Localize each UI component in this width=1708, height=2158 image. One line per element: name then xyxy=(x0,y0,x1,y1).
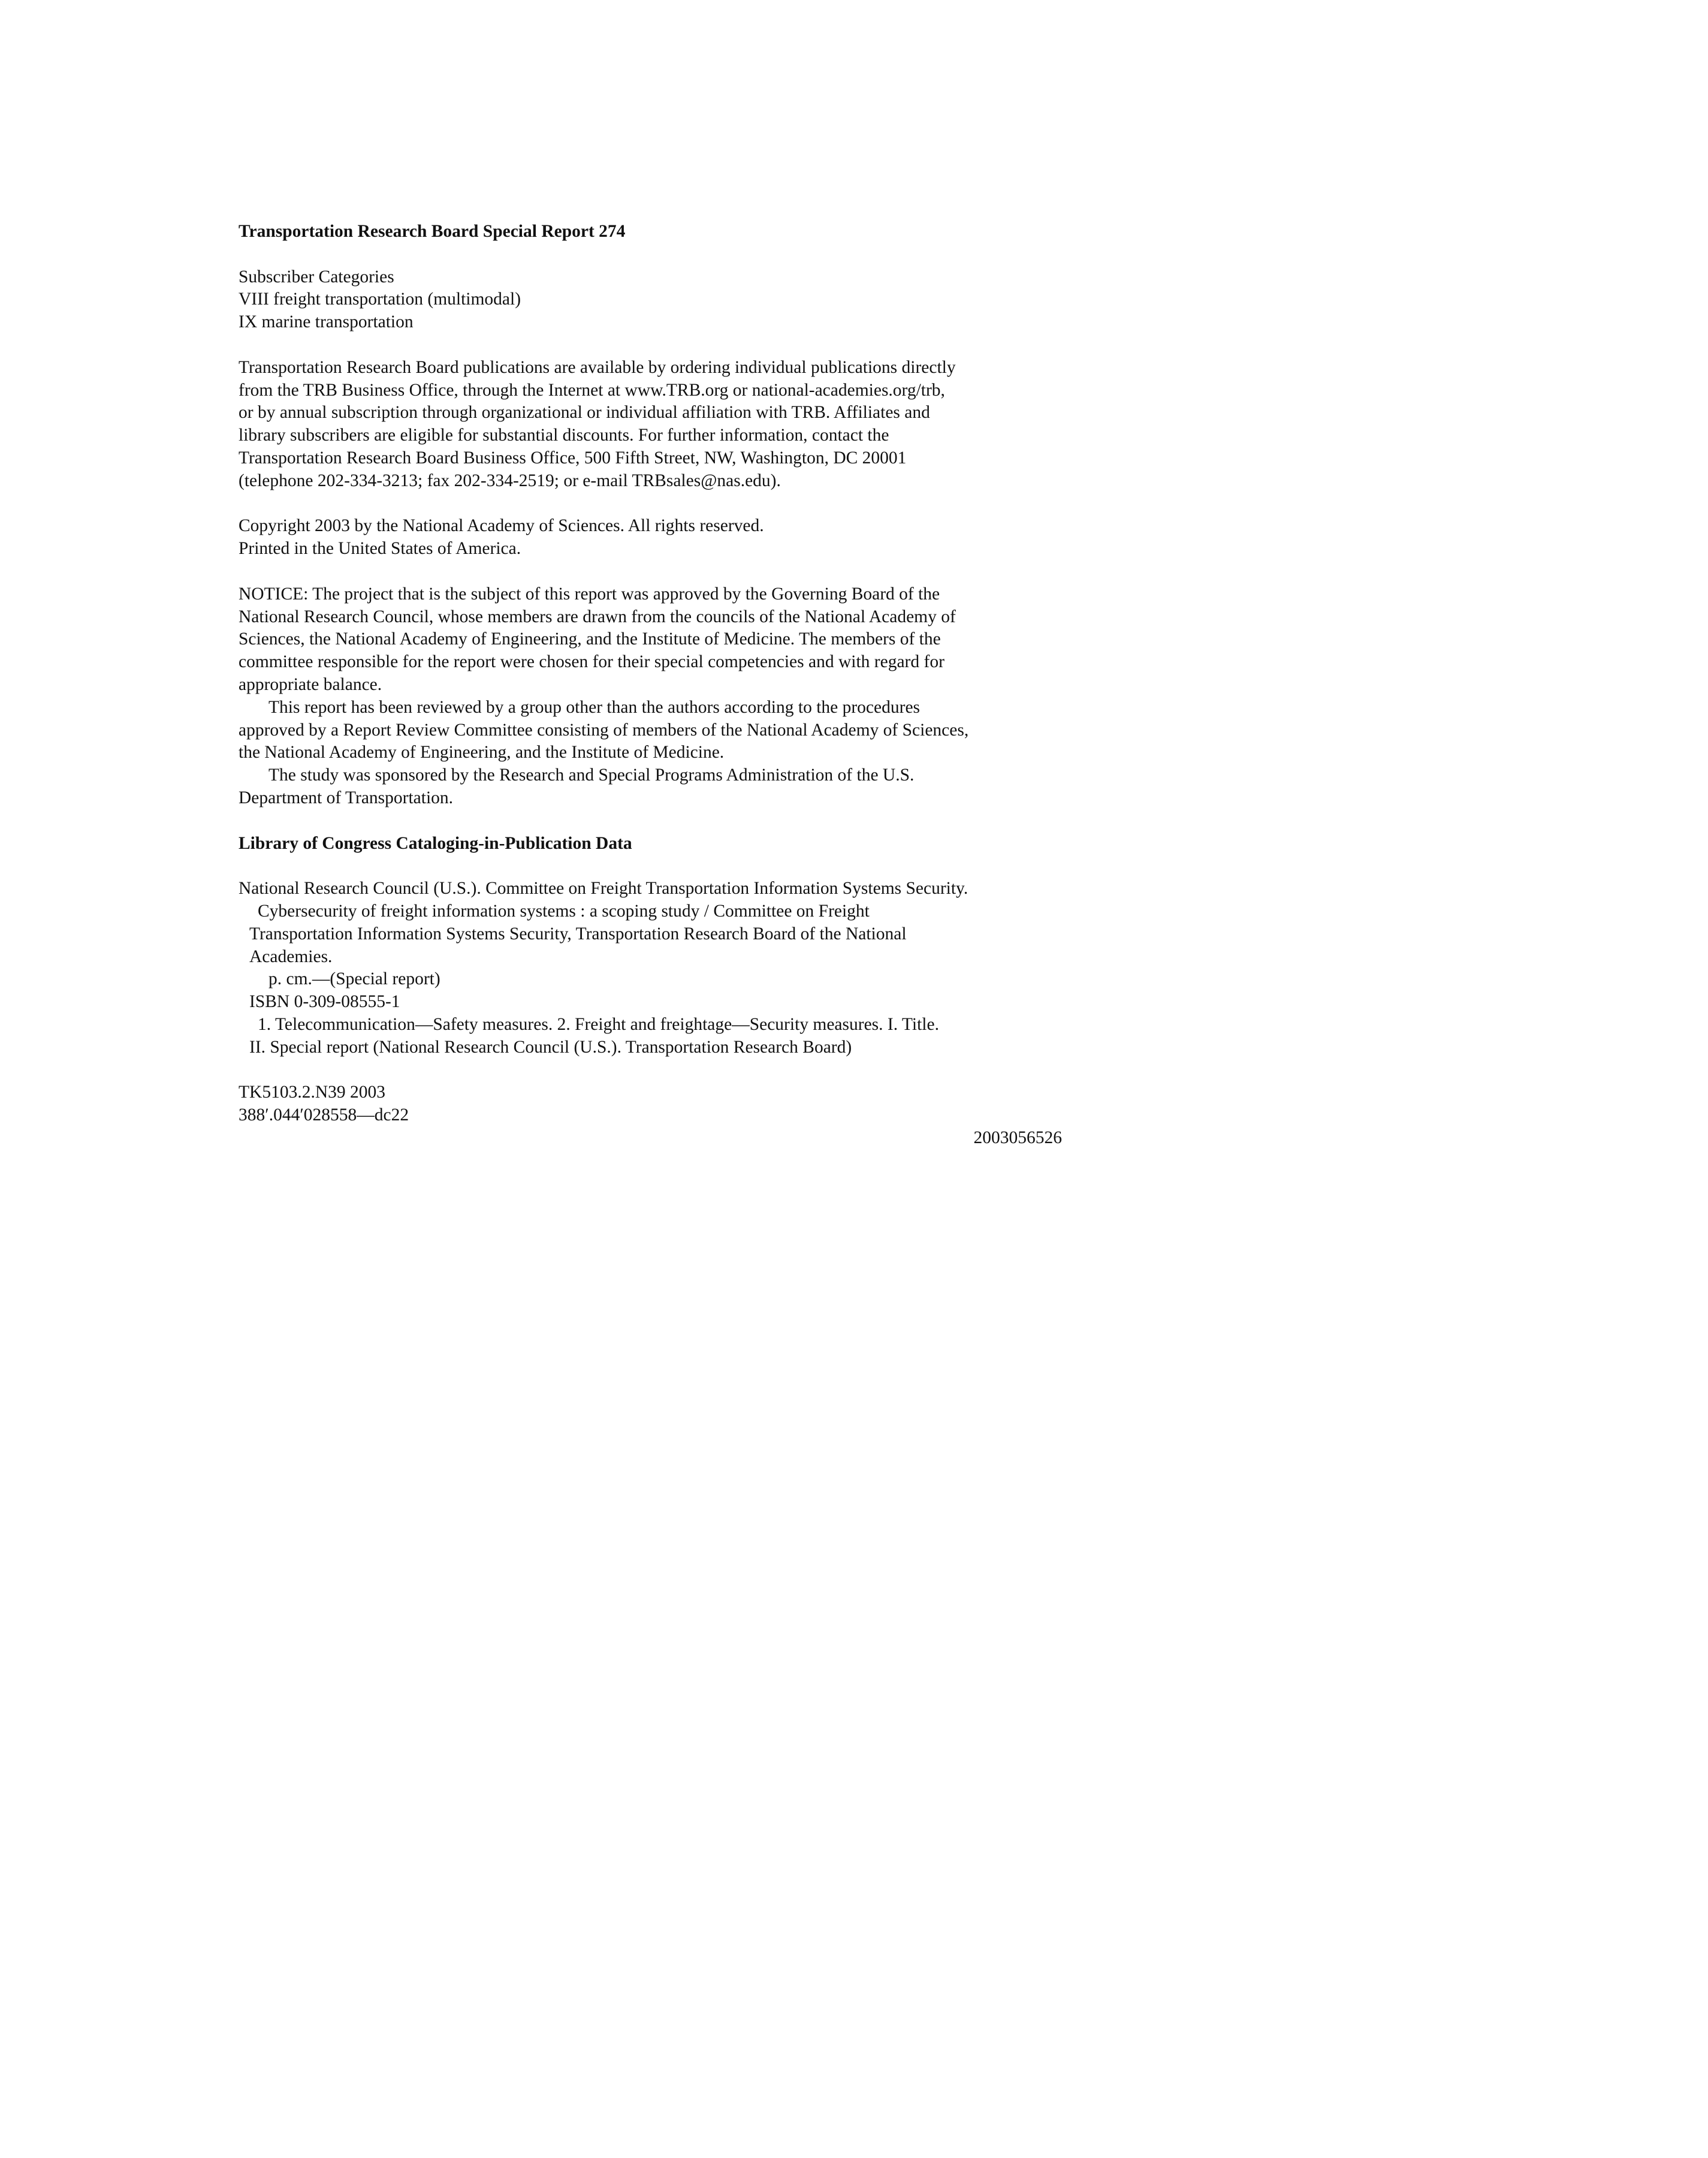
paragraph-line: National Research Council, whose members are drawn from the councils of the National Academy of xyxy=(239,607,956,626)
paragraph-line: Department of Transportation. xyxy=(239,788,454,807)
spacer xyxy=(239,334,1073,357)
paragraph-line: Transportation Research Board Business Office, 500 Fifth Street, NW, Washington, DC 20001 xyxy=(239,448,907,468)
paragraph-line: Sciences, the National Academy of Engineering, and the Institute of Medicine. The members of the xyxy=(239,629,941,649)
cip-subjects: II. Special report (National Research Council (U.S.). Transportation Research Board) xyxy=(249,1037,852,1057)
spacer xyxy=(239,1059,1073,1081)
copyright-notice xyxy=(239,515,1073,560)
cip-author: National Research Council (U.S.). Committee on Freight Transportation Information Systems Security. xyxy=(239,879,968,899)
cip-title: Cybersecurity of freight information systems : a scoping study / Committee on Freight xyxy=(258,901,870,921)
cip-title: Academies. xyxy=(249,947,333,966)
spacer xyxy=(239,560,1073,583)
printed-line: Printed in the United States of America. xyxy=(239,539,521,559)
paragraph-line: NOTICE: The project that is the subject of this report was approved by the Governing Board of the xyxy=(239,584,940,604)
subscriber-category: VIII freight transportation (multimodal) xyxy=(239,290,521,309)
copyright-line: Copyright 2003 by the National Academy of Sciences. All rights reserved. xyxy=(239,516,764,536)
paragraph-line: committee responsible for the report were chosen for their special competencies and with regard for xyxy=(239,652,944,672)
spacer xyxy=(239,493,1073,516)
spacer xyxy=(239,855,1073,878)
paragraph-line: approved by a Report Review Committee consisting of members of the National Academy of Sciences, xyxy=(239,720,969,740)
cip-isbn: ISBN 0-309-08555-1 xyxy=(249,992,400,1012)
cip-subjects: 1. Telecommunication—Safety measures. 2. Freight and freightage—Security measures. I. Title. xyxy=(258,1014,939,1034)
paragraph-line: library subscribers are eligible for substantial discounts. For further information, contact the xyxy=(239,426,889,445)
cip-record xyxy=(239,878,1073,1059)
dewey-number: 388′.044′028558—dc22 xyxy=(239,1105,409,1125)
paragraph-line: (telephone 202-334-3213; fax 202-334-2519; or e-mail TRBsales@nas.edu). xyxy=(239,471,781,490)
cip-title: Transportation Information Systems Security, Transportation Research Board of the National xyxy=(249,924,907,944)
notice-section xyxy=(239,583,1073,810)
spacer xyxy=(239,810,1073,833)
lc-call-number: TK5103.2.N39 2003 xyxy=(239,1083,386,1102)
cip-heading: Library of Congress Cataloging-in-Publication Data xyxy=(239,833,632,853)
copyright-page xyxy=(239,221,1073,1150)
paragraph-line: Transportation Research Board publications are available by ordering individual publications directly xyxy=(239,357,956,377)
spacer xyxy=(239,243,1073,266)
subscriber-category: IX marine transportation xyxy=(239,312,414,332)
lccn: 2003056526 xyxy=(973,1128,1062,1147)
subscriber-heading: Subscriber Categories xyxy=(239,267,394,287)
paragraph-line: the National Academy of Engineering, and the Institute of Medicine. xyxy=(239,743,725,762)
paragraph-line: This report has been reviewed by a group other than the authors according to the procedures xyxy=(268,697,921,717)
paragraph-line: appropriate balance. xyxy=(239,674,382,694)
paragraph-line: from the TRB Business Office, through the Internet at www.TRB.org or national-academies.org/trb, xyxy=(239,380,945,400)
paragraph-line: or by annual subscription through organizational or individual affiliation with TRB. Affiliates and xyxy=(239,403,930,423)
cip-physical: p. cm.—(Special report) xyxy=(268,969,440,989)
publications-paragraph xyxy=(239,357,1073,493)
paragraph-line: The study was sponsored by the Research and Special Programs Administration of the U.S. xyxy=(268,765,915,785)
series-heading: Transportation Research Board Special Report 274 xyxy=(239,222,626,241)
